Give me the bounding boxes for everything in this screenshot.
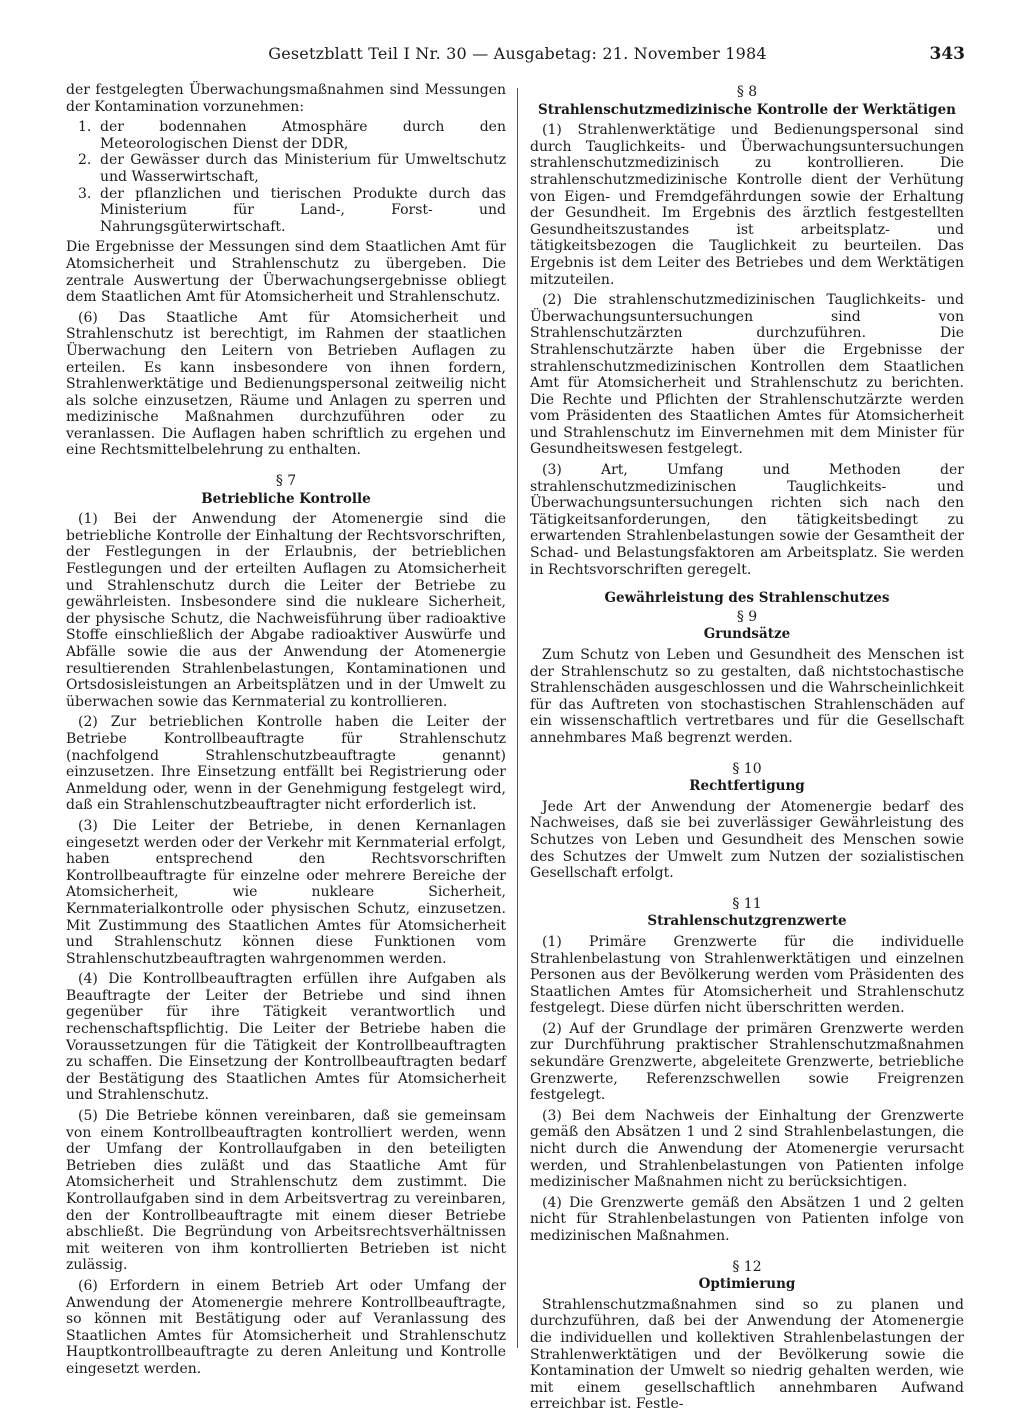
list-item: [66, 186, 506, 236]
list-text: der pflanzlichen und tierischen Produkte durch das Ministerium für Land-, Forst- und Nahrungsgüterwirtschaft.: [100, 185, 506, 235]
section-7-paragraph: (3) Die Leiter der Betriebe, in denen Kernanlagen eingesetzt werden oder der Verkehr mit Kernmaterial erfolgt, haben entsprechend den Rechtsvorschriften Kontrollbeauftragte für einzelne oder mehrere Bereiche der Atomsicherheit, wie nukleare Sicherheit, Kernmaterialkontrolle oder physischen Schutz, einzusetzen. Mit Zustimmung des Staatlichen Amtes für Atomsicherheit und Strahlenschutz können diese Funktionen vom Strahlenschutzbeauftragten wahrgenommen werden.: [66, 817, 506, 967]
part-title: Gewährleistung des Strahlenschutzes: [604, 590, 890, 607]
section-8-paragraph: (2) Die strahlenschutzmedizinischen Tauglichkeits- und Überwachungsuntersuchungen sind von Strahlenschutzärzten durchzuführen. Die Strahlenschutzärzte haben über die Ergebnisse der strahlenschutzmedizinischen Kontrollen dem Staatlichen Amt für Atomsicherheit und Strahlenschutz zu berichten. Die Rechte und Pflichten der Strahlenschutzärzte werden vom Präsidenten des Staatlichen Amtes für Atomsicherheit und Strahlenschutz im Einvernehmen mit dem Minister für Gesundheitswesen festgelegt.: [530, 292, 964, 458]
section-7-paragraph: (4) Die Kontrollbeauftragten erfüllen ihre Aufgaben als Beauftragte der Leiter der Betriebe und sind ihnen gegenüber für ihre Tätigkeit verantwortlich und rechenschaftspflichtig. Die Leiter der Betriebe haben die Voraussetzungen für die Tätigkeit der Kontrollbeauftragten zu schaffen. Die Einsetzung der Kontrollbeauftragten bedarf der Bestätigung des Staatlichen Amtes für Atomsicherheit und Strahlenschutz.: [66, 971, 506, 1104]
section-7-paragraph: (1) Bei der Anwendung der Atomenergie sind die betriebliche Kontrolle der Einhaltung der Rechtsvorschriften, der Festlegungen in der Erlaubnis, der betrieblichen Festlegungen und der erteilten Auflagen zu Atomsicherheit und Strahlenschutz durch die Leiter der Betriebe zu gewährleisten. Insbesondere sind die nukleare Sicherheit, der physische Schutz, die Nachweisführung über radioaktive Stoffe einschließlich der Abgabe radioaktiver Auswürfe und Abfälle sowie die aus der Anwendung der Atomenergie resultierenden Strahlenbelastungen, Kontaminationen und Ortsdosisleistungen an Arbeitsplätzen und in der Umwelt zu überwachen sowie das Kernmaterial zu kontrollieren.: [66, 511, 506, 710]
section-8-paragraph: (3) Art, Umfang und Methoden der strahlenschutzmedizinischen Tauglichkeits- und Überwachungsuntersuchungen richten sich nach den Tätigkeitsanforderungen, den tätigkeitsbedingt zu erwartenden Strahlenbelastungen sowie der Gesamtheit der Schad- und Belastungsfaktoren am Arbeitsplatz. Sie werden in Rechtsvorschriften geregelt.: [530, 462, 964, 578]
section-11-paragraph: (4) Die Grenzwerte gemäß den Absätzen 1 und 2 gelten nicht für Strahlenbelastungen von Patienten infolge von medizinischen Maßnahmen.: [530, 1194, 964, 1244]
list-number: 2.: [78, 152, 92, 169]
list-item: [66, 119, 506, 152]
right-column: [530, 82, 964, 1417]
measurement-list: [66, 119, 506, 235]
section-11-paragraph: (1) Primäre Grenzwerte für die individuelle Strahlenbelastung von Strahlenwerktätigen und einzelnen Personen aus der Bevölkerung werden vom Präsidenten des Staatlichen Amtes für Atomsicherheit und Strahlenschutz festgelegt. Diese dürfen nicht überschritten werden.: [530, 933, 964, 1017]
section-12-paragraph: Strahlenschutzmaßnahmen sind so zu planen und durchzuführen, daß bei der Anwendung der Atomenergie die individuellen und kollektiven Strahlenbelastungen der Strahlenwerktätigen und der Bevölkerung sowie die Kontamination der Umwelt so niedrig gehalten werden, wie mit einem gesellschaftlich annehmbaren Aufwand erreichbar ist. Festle-: [530, 1296, 964, 1413]
section-7-title: Betriebliche Kontrolle: [201, 490, 371, 507]
intro-paragraph: der festgelegten Überwachungsmaßnahmen sind Messungen der Kontamination vorzunehmen:: [66, 82, 506, 115]
section-11-paragraph: (3) Bei dem Nachweis der Einhaltung der Grenzwerte gemäß den Absätzen 1 und 2 sind Strahlenbelastungen, die nicht durch die Anwendung der Atomenergie verursacht werden, und Strahlenbelastungen von Patienten infolge medizinischer Maßnahmen nicht zu berücksichtigen.: [530, 1107, 964, 1191]
section-12-number: § 12: [732, 1258, 762, 1275]
section-9-title: Grundsätze: [703, 626, 791, 643]
left-column: [66, 82, 506, 1382]
section-7-paragraph: (5) Die Betriebe können vereinbaren, daß sie gemeinsam von einem Kontrollbeauftragten kontrolliert werden, wenn der Umfang der Kontrollaufgaben in den beteiligten Betrieben dies zuläßt und das Staatliche Amt für Atomsicherheit und Strahlenschutz dem zustimmt. Die Kontrollaufgaben sind in dem Arbeitsvertrag zu vereinbaren, den der Kontrollbeauftragte mit einem dieser Betriebe abschließt. Die Begründung von Arbeitsrechtsverhältnissen mit weiteren von ihm kontrollierten Betrieben ist nicht zulässig.: [66, 1108, 506, 1274]
list-text: der Gewässer durch das Ministerium für Umweltschutz und Wasserwirtschaft,: [100, 152, 506, 185]
section-8-title: Strahlenschutzmedizinische Kontrolle der Werktätigen: [538, 101, 956, 118]
section-9-paragraph: Zum Schutz von Leben und Gesundheit des Menschen ist der Strahlenschutz so zu gestalten, daß nichtstochastische Strahlenschäden ausgeschlossen und die Wahrscheinlichkeit für das Auftreten von stochastischen Strahlenschäden auf ein wissenschaftlich vertretbares und für die Gesellschaft annehmbares Maß begrenzt werden.: [530, 647, 964, 746]
section-12-title: Optimierung: [698, 1276, 796, 1293]
page-header: [70, 44, 965, 68]
list-text: der bodennahen Atmosphäre durch den Meteorologischen Dienst der DDR,: [100, 119, 506, 152]
results-paragraph: Die Ergebnisse der Messungen sind dem Staatlichen Amt für Atomsicherheit und Strahlenschutz zu übergeben. Die zentrale Auswertung der Überwachungsergebnisse obliegt dem Staatlichen Amt für Atomsicherheit und Strahlenschutz.: [66, 239, 506, 306]
section-10-paragraph: Jede Art der Anwendung der Atomenergie bedarf des Nachweises, daß sie bei zuverlässiger Gewährleistung des Schutzes von Leben und Gesundheit des Menschen sowie des Schutzes der Umwelt zum Nutzen der sozialistischen Gesellschaft erfolgt.: [530, 798, 964, 882]
section-11-number: § 11: [732, 895, 762, 912]
section-8-paragraph: (1) Strahlenwerktätige und Bedienungspersonal sind durch Tauglichkeits- und Überwachungsuntersuchungen strahlenschutzmedizinisch zu kontrollieren. Die strahlenschutzmedizinische Kontrolle dient der Verhütung von Eigen- und Fremdgefährdungen sowie der Erhaltung der Gesundheit. Im Ergebnis des ärztlich festgestellten Gesundheitszustandes ist arbeitsplatz- und tätigkeitsbezogen die Tauglichkeit zu beurteilen. Das Ergebnis ist dem Leiter des Betriebes und dem Werktätigen mitzuteilen.: [530, 122, 964, 288]
paragraph-6: (6) Das Staatliche Amt für Atomsicherheit und Strahlenschutz ist berechtigt, im Rahmen der staatlichen Überwachung den Leitern von Betrieben Auflagen zu erteilen. Es kann insbesondere von ihnen fordern, Strahlenwerktätige und Bedienungspersonal zeitweilig nicht als solche einzusetzen, Räume und Anlagen zu sperren und medizinische Maßnahmen durchzuführen oder zu veranlassen. Die Auflagen haben schriftlich zu ergehen und eine Rechtsmittelbelehrung zu enthalten.: [66, 309, 506, 459]
list-number: 3.: [78, 185, 92, 202]
section-8-number: § 8: [736, 84, 758, 100]
section-7-paragraph: (6) Erfordern in einem Betrieb Art oder Umfang der Anwendung der Atomenergie mehrere Kontrollbeauftragte, so können mit Bestätigung oder auf Veranlassung des Staatlichen Amtes für Atomsicherheit und Strahlenschutz Hauptkontrollbeauftragte zu deren Anleitung und Kontrolle eingesetzt werden.: [66, 1277, 506, 1377]
section-10-number: § 10: [732, 760, 762, 777]
list-number: 1.: [78, 119, 92, 136]
section-7-paragraph: (2) Zur betrieblichen Kontrolle haben die Leiter der Betriebe Kontrollbeauftragte für Strahlenschutz (nachfolgend Strahlenschutzbeauftragte genannt) einzusetzen. Ihre Einsetzung entfällt bei Registrierung oder Anmeldung oder, wenn in der Genehmigung festgelegt wird, daß ein Strahlenschutzbeauftragter nicht erforderlich ist.: [66, 714, 506, 814]
header-title: Gesetzblatt Teil I Nr. 30 — Ausgabetag: 21. November 1984: [268, 44, 767, 63]
section-11-paragraph: (2) Auf der Grundlage der primären Grenzwerte werden zur Durchführung praktischer Strahlenschutzmaßnahmen sekundäre Grenzwerte, abgeleitete Grenzwerte, betriebliche Grenzwerte, Referenzschwellen sowie Freigrenzen festgelegt.: [530, 1020, 964, 1104]
page-number: 343: [929, 44, 965, 64]
section-11-title: Strahlenschutzgrenzwerte: [647, 913, 847, 930]
list-item: [66, 152, 506, 185]
section-10-title: Rechtfertigung: [689, 778, 805, 795]
section-9-number: § 9: [736, 608, 758, 625]
section-7-number: § 7: [275, 473, 297, 490]
column-divider: [517, 88, 518, 1348]
